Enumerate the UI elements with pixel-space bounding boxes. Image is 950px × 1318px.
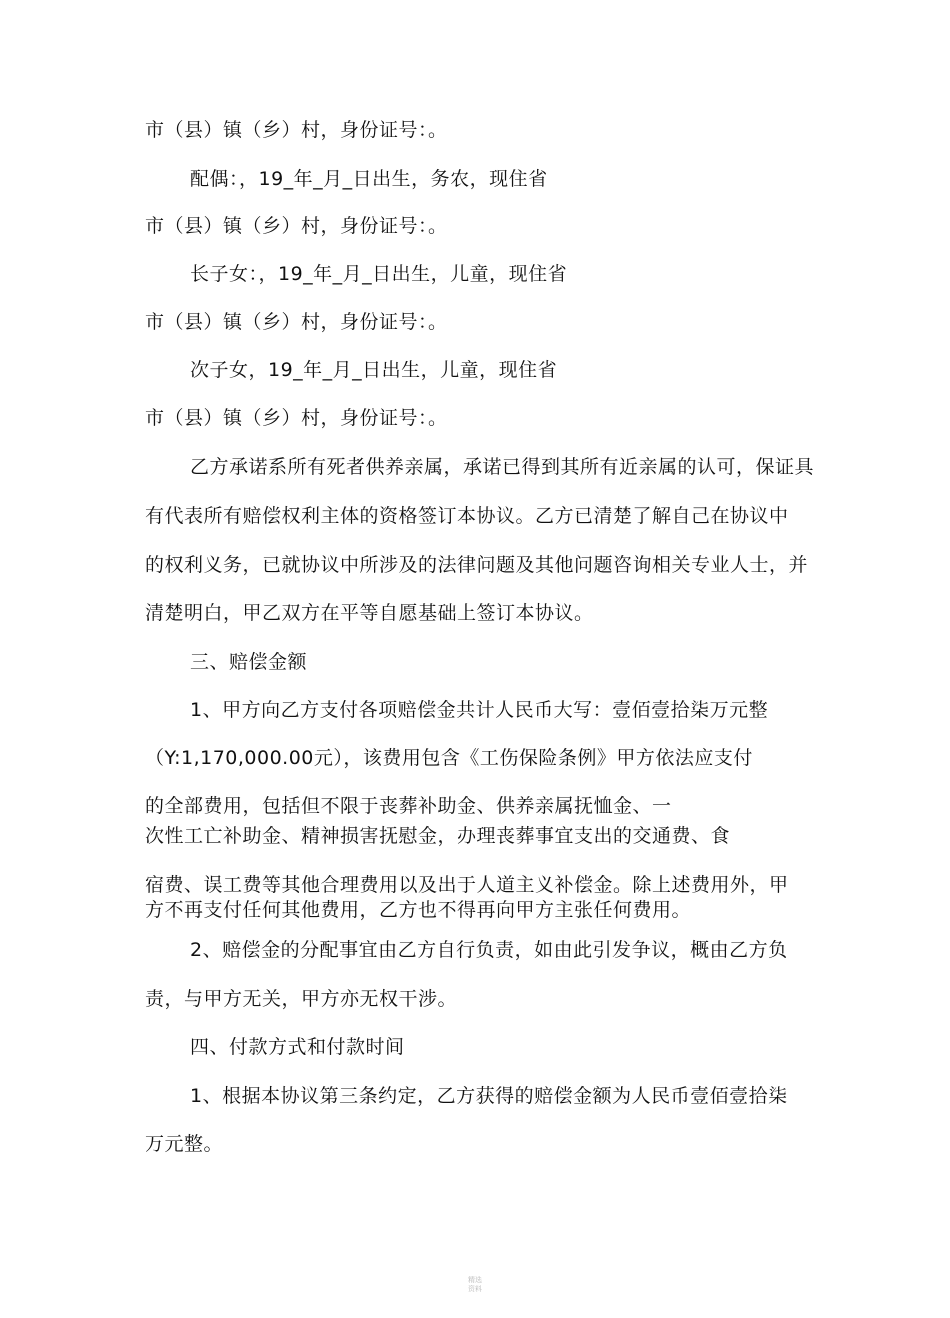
text-line: 的权利义务，已就协议中所涉及的法律问题及其他问题咨询相关专业人士，并 xyxy=(145,554,809,576)
text-line: （Y:1,170,000.00元），该费用包含《工伤保险条例》甲方依法应支付 xyxy=(145,747,753,769)
section-heading: 三、赔偿金额 xyxy=(190,651,308,673)
section-heading: 四、付款方式和付款时间 xyxy=(190,1036,405,1058)
text-line: 市（县）镇（乡）村，身份证号：。 xyxy=(145,215,448,237)
text-line: 清楚明白，甲乙双方在平等自愿基础上签订本协议。 xyxy=(145,602,594,624)
text-line: 次性工亡补助金、精神损害抚慰金，办理丧葬事宜支出的交通费、食 xyxy=(145,825,731,847)
text-line: 长子女：，19_年_月_日出生，儿童，现住省 xyxy=(190,263,568,285)
text-line: 的全部费用，包括但不限于丧葬补助金、供养亲属抚恤金、一 xyxy=(145,795,672,817)
text-line: 宿费、误工费等其他合理费用以及出于人道主义补偿金。除上述费用外，甲 xyxy=(145,874,789,896)
text-line: 1、根据本协议第三条约定，乙方获得的赔偿金额为人民币壹佰壹拾柒 xyxy=(190,1085,788,1107)
text-line: 2、赔偿金的分配事宜由乙方自行负责，如由此引发争议，概由乙方负 xyxy=(190,939,788,961)
text-line: 方不再支付任何其他费用，乙方也不得再向甲方主张任何费用。 xyxy=(145,899,692,921)
text-line: 1、甲方向乙方支付各项赔偿金共计人民币大写：壹佰壹拾柒万元整 xyxy=(190,699,769,721)
text-line: 万元整。 xyxy=(145,1133,224,1155)
text-line: 市（县）镇（乡）村，身份证号：。 xyxy=(145,311,448,333)
text-line: 乙方承诺系所有死者供养亲属，承诺已得到其所有近亲属的认可，保证具 xyxy=(190,456,815,478)
footer-mark xyxy=(455,1276,495,1294)
footer-mark-line: 精选 xyxy=(468,1276,482,1284)
text-line: 次子女，19_年_月_日出生，儿童，现住省 xyxy=(190,359,558,381)
text-line: 市（县）镇（乡）村，身份证号：。 xyxy=(145,407,448,429)
text-line: 责，与甲方无关，甲方亦无权干涉。 xyxy=(145,988,458,1010)
footer-mark-line: 资料 xyxy=(468,1285,482,1293)
text-line: 配偶：，19_年_月_日出生，务农，现住省 xyxy=(190,168,548,190)
text-line: 市（县）镇（乡）村，身份证号：。 xyxy=(145,119,448,141)
text-line: 有代表所有赔偿权利主体的资格签订本协议。乙方已清楚了解自己在协议中 xyxy=(145,505,789,527)
